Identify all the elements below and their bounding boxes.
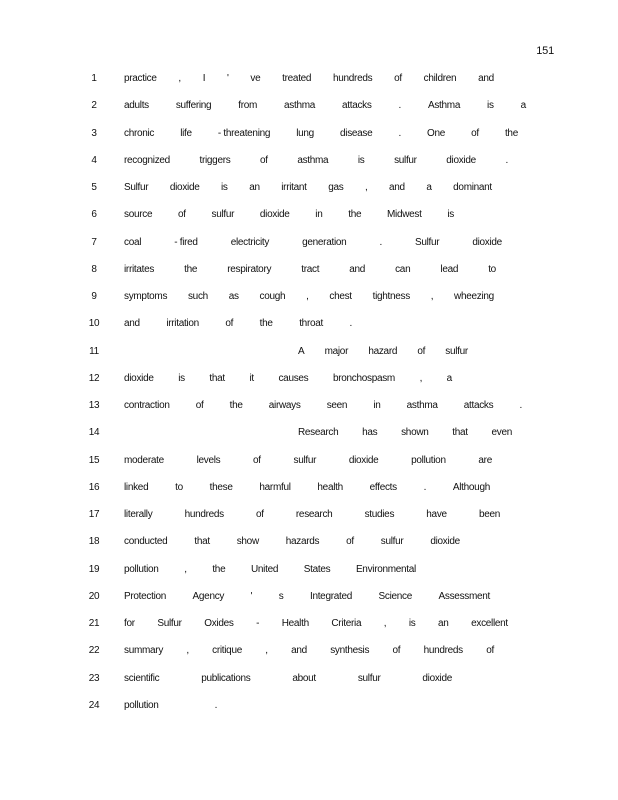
word: is [408,618,416,629]
line-number: 14 [88,427,100,439]
word: is [447,209,454,221]
word: an [438,618,449,629]
word: gas [328,182,344,193]
line-number: 9 [91,291,97,302]
word: hazard [368,345,398,357]
line-text [124,482,490,493]
word: lead [440,263,459,275]
word: Although [452,481,490,493]
line-number: 23 [88,672,100,684]
word: about [292,672,316,684]
word: s [278,590,284,602]
word: as [228,291,239,302]
word: Research [298,427,339,439]
word: an [249,182,260,193]
word: One [427,127,446,139]
word: asthma [297,154,329,166]
word: in [373,400,381,411]
word: the [348,209,362,221]
line-text [124,155,508,166]
word: synthesis [330,645,370,657]
word: to [175,481,183,493]
line-number: 19 [88,563,100,575]
word: , [178,73,181,84]
word: . [379,236,382,248]
text-line [0,400,618,416]
line-text [124,591,490,602]
word: Environmental [355,563,416,575]
word: triggers [199,154,231,166]
word: seen [326,400,348,411]
text-line [0,237,618,253]
word: , [383,618,387,629]
word: Assessment [438,590,490,602]
text-line [0,509,618,525]
word: - threatening [217,127,271,139]
word: critique [212,645,242,657]
text-line [0,564,618,580]
word: - fired [174,236,198,248]
line-number: 8 [91,263,97,275]
text-line [0,291,618,307]
word: Health [281,618,309,629]
word: that [452,427,468,439]
word: attacks [342,100,372,112]
word: Sulfur [157,618,182,629]
word: tract [301,263,320,275]
word: dioxide [169,182,200,193]
word: have [426,509,447,520]
word: these [209,481,233,493]
word: dioxide [259,209,290,221]
word: United [250,563,279,575]
word: moderate [124,454,164,466]
word: of [471,127,479,139]
line-text [124,509,500,520]
word: to [488,263,496,275]
word: excellent [471,618,508,629]
word: source [124,209,153,221]
word: chest [329,291,352,302]
word: that [209,372,225,384]
word: tightness [372,291,410,302]
word: of [486,645,494,657]
word: are [478,454,492,466]
word: sulfur [357,672,381,684]
word: studies [364,509,395,520]
word: dioxide [472,236,502,248]
line-number: 12 [88,372,100,384]
text-line [0,618,618,634]
word: generation [302,236,347,248]
word: . [423,481,427,493]
line-text [298,427,512,438]
line-text [124,700,530,711]
word: , [265,645,268,657]
line-number: 17 [88,509,100,520]
page-number: 151 [536,45,554,57]
word: the [259,318,273,330]
word: is [221,182,228,193]
word: sulfur [380,536,404,548]
word: adults [124,100,149,112]
word: and [349,263,366,275]
line-text [298,346,468,357]
line-text [124,400,522,411]
word: irritant [281,182,307,193]
word: of [256,509,264,520]
word: literally [124,509,153,520]
word: is [178,372,185,384]
line-text [124,373,452,384]
word: of [177,209,186,221]
text-line [0,155,618,171]
word: chronic [124,127,155,139]
word: Sulfur [124,182,149,193]
word: , [419,372,423,384]
text-line [0,209,618,225]
word: States [303,563,331,575]
line-number: 5 [91,182,97,193]
word: such [187,291,208,302]
line-number: 18 [88,536,100,548]
word: life [180,127,192,139]
word: of [225,318,234,330]
word: even [491,427,512,439]
text-line [0,673,618,689]
text-line [0,536,618,552]
line-number: 3 [91,127,97,139]
text-line [0,128,618,144]
word: health [317,481,343,493]
line-number: 7 [91,236,97,248]
text-line [0,373,618,389]
word: , [306,291,309,302]
word: dioxide [446,154,476,166]
word: ve [250,73,261,84]
word: dioxide [430,536,460,548]
line-number: 6 [91,209,97,221]
word: and [291,645,307,657]
word: and [124,318,140,330]
line-number: 1 [91,73,97,84]
line-number: 16 [88,481,100,493]
word: of [417,345,426,357]
word: respiratory [227,263,272,275]
text-line [0,100,618,116]
line-text [124,673,452,684]
word: a [520,100,526,112]
word: effects [369,481,397,493]
word: has [362,427,378,439]
word: . [349,318,352,330]
word: treated [282,73,312,84]
word: , [186,645,189,657]
word: throat [299,318,323,330]
text-line [0,73,618,89]
word: practice [124,73,157,84]
word: the [184,263,198,275]
word: summary [124,645,164,657]
line-text [124,100,526,111]
word: of [260,154,268,166]
word: major [324,345,349,357]
word: and [389,182,405,193]
text-line [0,455,618,471]
word: scientific [124,672,160,684]
word: in [315,209,323,221]
word: Agency [192,590,225,602]
line-text [124,73,494,84]
line-number: 22 [88,645,100,657]
word: of [392,645,401,657]
word: been [478,509,500,520]
word: asthma [406,400,438,411]
word: a [426,182,432,193]
word: the [504,127,518,139]
line-text [124,645,494,656]
word: is [487,100,494,112]
word: symptoms [124,291,168,302]
line-text [124,182,492,193]
line-text [124,318,352,329]
word: is [357,154,365,166]
word: contraction [124,400,170,411]
line-text [124,128,518,139]
line-text [124,264,496,275]
word: from [238,100,258,112]
word: sulfur [211,209,235,221]
line-text [124,564,416,575]
word: harmful [259,481,291,493]
word: Protection [124,590,167,602]
word: recognized [124,154,170,166]
line-number: 15 [88,454,100,466]
word: a [446,372,452,384]
word: wheezing [454,291,494,302]
line-number: 20 [88,590,100,602]
word: electricity [230,236,270,248]
word: . [505,154,508,166]
word: Midwest [387,209,422,221]
word: the [212,563,226,575]
word: , [184,563,187,575]
line-number: 21 [88,618,100,629]
word: Oxides [204,618,234,629]
line-text [124,237,502,248]
word: cough [259,291,286,302]
word: Science [378,590,413,602]
word: Sulfur [414,236,440,248]
word: lung [296,127,314,139]
word: of [195,400,204,411]
line-text [124,455,492,466]
text-line [0,182,618,198]
word: A [298,345,305,357]
text-line [0,591,618,607]
word: linked [124,481,149,493]
line-number: 13 [88,400,100,411]
word: hazards [285,536,320,548]
word: pollution [124,563,159,575]
word: Criteria [331,618,362,629]
word: of [394,73,402,84]
word: ' [226,73,229,84]
line-number: 10 [88,318,100,330]
line-text [124,209,454,220]
word: levels [196,454,221,466]
word: of [253,454,261,466]
line-number: 11 [89,345,99,357]
word: conducted [124,536,168,548]
word: dioxide [348,454,379,466]
word: suffering [175,100,212,112]
word: that [194,536,210,548]
word: . [519,400,522,411]
word: hundreds [184,509,224,520]
word: attacks [463,400,494,411]
text-line [0,346,618,362]
text-line [0,645,618,661]
line-text [124,618,508,629]
word: the [229,400,243,411]
word: hundreds [333,73,373,84]
word: Asthma [427,100,461,112]
word: ' [250,590,253,602]
word: it [249,372,254,384]
word: research [295,509,333,520]
word: show [236,536,259,548]
word: pollution [411,454,446,466]
line-number: 2 [91,100,97,112]
word: sulfur [293,454,317,466]
word: sulfur [394,154,417,166]
word: disease [340,127,373,139]
word: of [346,536,354,548]
word: dioxide [422,672,452,684]
word: for [124,618,135,629]
word: - [256,618,260,629]
word: , [364,182,368,193]
word: irritation [166,318,199,330]
word: airways [268,400,301,411]
text-line [0,482,618,498]
text-line [0,427,618,443]
word: , [430,291,434,302]
word: coal [124,236,142,248]
word: Integrated [309,590,353,602]
word: . [398,127,401,139]
text-line [0,700,618,716]
text-line [0,264,618,280]
word: dioxide [124,372,154,384]
word: publications [201,672,251,684]
word: dominant [453,182,492,193]
line-text [124,291,494,302]
word: and [478,73,494,84]
line-text [124,536,460,547]
word: I [202,73,206,84]
word: bronchospasm [332,372,395,384]
word: irritates [124,263,155,275]
line-number: 24 [88,699,100,711]
word: hundreds [423,645,463,657]
word: shown [401,427,429,439]
word: children [423,73,457,84]
word: asthma [284,100,316,112]
word: can [395,263,411,275]
word: causes [278,372,309,384]
word: sulfur [445,345,468,357]
text-line [0,318,618,334]
word: . [214,699,218,711]
word: . [398,100,402,112]
word: pollution [124,699,159,711]
line-number: 4 [91,154,97,166]
